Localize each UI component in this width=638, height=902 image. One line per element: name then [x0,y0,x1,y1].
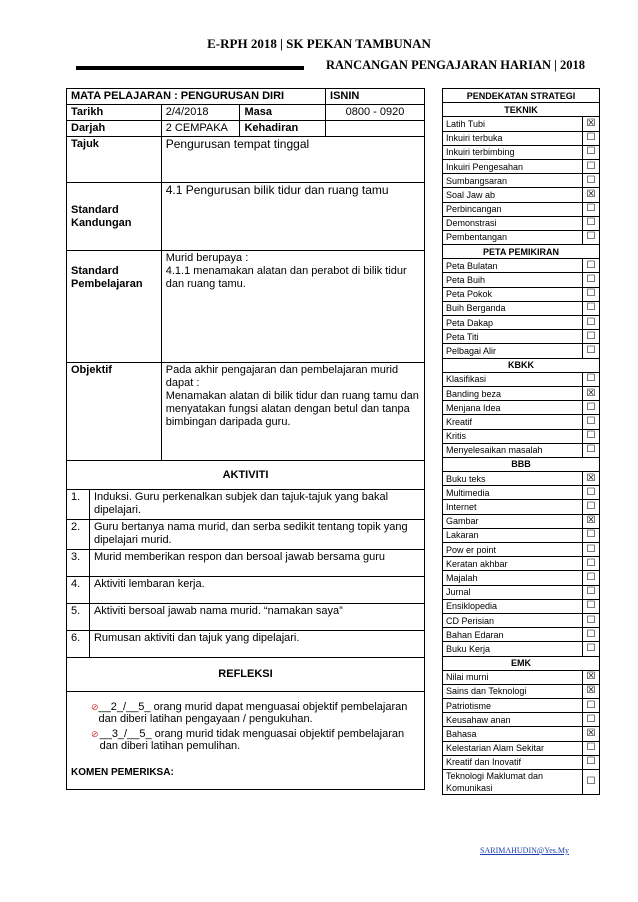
tajuk-label: Tajuk [67,137,162,183]
strategy-label: Soal Jaw ab [443,188,583,202]
strategy-row [443,557,600,571]
checked-box-icon[interactable]: ☒ [583,386,600,400]
checkbox-icon[interactable]: ☐ [583,301,600,315]
strategy-row [443,741,600,755]
checkbox-icon[interactable]: ☐ [583,443,600,457]
strategy-row [443,514,600,528]
strategy-label: Sains dan Teknologi [443,684,583,698]
strategy-row [443,188,600,202]
subject-cell: MATA PELAJARAN : PENGURUSAN DIRI [67,89,326,105]
checkbox-icon[interactable]: ☐ [583,585,600,599]
objektif-line1: Pada akhir pengajaran dan pembelajaran murid dapat : [165,364,399,389]
checked-box-icon[interactable]: ☒ [583,684,600,698]
lesson-plan-table [66,88,425,790]
strategy-label: Peta Dakap [443,316,583,330]
kehadiran-label: Kehadiran [240,121,326,137]
checkbox-icon[interactable]: ☐ [583,174,600,188]
refleksi-text: __3_/__5_ orang murid tidak menguasai objektif pembelajaran dan diberi latihan pemulihan. [99,728,405,752]
checkbox-icon[interactable]: ☐ [583,344,600,358]
checkbox-icon[interactable]: ☐ [583,713,600,727]
checked-box-icon[interactable]: ☒ [583,472,600,486]
strategy-label: Internet [443,500,583,514]
checkbox-icon[interactable]: ☐ [583,330,600,344]
strategy-row [443,486,600,500]
strategy-label: Teknologi Maklumat dan Komunikasi [443,770,583,795]
komen-pemeriksa: KOMEN PEMERIKSA: [71,767,174,778]
refleksi-heading: REFLEKSI [67,658,425,692]
darjah-label: Darjah [67,121,162,137]
section-heading: BBB [443,457,600,471]
strategy-row [443,415,600,429]
kehadiran-value [326,121,425,137]
strategy-label: Keratan akhbar [443,557,583,571]
strategy-label: Majalah [443,571,583,585]
checkbox-icon[interactable]: ☐ [583,159,600,173]
objektif-line2: Menamakan alatan di bilik tidur dan ruang tamu dan menyatakan fungsi alatan dengan betul dan tanpa bimbingan daripada guru. [165,390,419,428]
strategy-row [443,372,600,386]
strategy-row [443,131,600,145]
aktiviti-no: 5. [67,604,90,631]
strategy-row [443,117,600,131]
strategy-row [443,386,600,400]
checkbox-icon[interactable]: ☐ [583,216,600,230]
strategy-row [443,259,600,273]
checkbox-icon[interactable]: ☐ [583,145,600,159]
aktiviti-text: Guru bertanya nama murid, dan serba sedikit tentang topik yang dipelajari murid. [89,520,424,550]
checkbox-icon[interactable]: ☐ [583,557,600,571]
strategy-row [443,755,600,769]
strategy-row [443,770,600,795]
section-heading: TEKNIK [443,103,600,117]
strategy-label: Menyelesaikan masalah [443,443,583,457]
checkbox-icon[interactable]: ☐ [583,202,600,216]
sp-value [161,251,424,363]
strategy-label: Klasifikasi [443,372,583,386]
strategy-label: Bahan Edaran [443,628,583,642]
section-heading: EMK [443,656,600,670]
checkbox-icon[interactable]: ☐ [583,230,600,244]
strategy-label: Buku teks [443,472,583,486]
strategy-row [443,429,600,443]
checkbox-icon[interactable]: ☐ [583,642,600,656]
strategy-label: Peta Buih [443,273,583,287]
strategy-label: Banding beza [443,386,583,400]
checkbox-icon[interactable]: ☐ [583,259,600,273]
aktiviti-text: Aktiviti bersoal jawab nama murid. “namakan saya” [89,604,424,631]
strategy-row [443,727,600,741]
strategy-row [443,599,600,613]
checkbox-icon[interactable]: ☐ [583,755,600,769]
strategy-label: Nilai murni [443,670,583,684]
strategy-row [443,273,600,287]
aktiviti-heading: AKTIVITI [67,461,425,490]
strategy-label: Inkuiri terbimbing [443,145,583,159]
checkbox-icon[interactable]: ☐ [583,699,600,713]
darjah-value: 2 CEMPAKA [161,121,240,137]
strategy-row [443,642,600,656]
strategy-row [443,585,600,599]
strategy-row [443,401,600,415]
checked-box-icon[interactable]: ☒ [583,188,600,202]
checkbox-icon[interactable]: ☐ [583,316,600,330]
aktiviti-text: Rumusan aktiviti dan tajuk yang dipelajari. [89,631,424,658]
aktiviti-text: Murid memberikan respon dan bersoal jawab bersama guru [89,550,424,577]
checkbox-icon[interactable]: ☐ [583,571,600,585]
aktiviti-no: 4. [67,577,90,604]
refleksi-item [91,728,420,752]
strategy-table [442,88,600,795]
refleksi-item [91,701,420,725]
strategy-label: Perbincangan [443,202,583,216]
strategy-row [443,684,600,698]
strategy-label: Peta Pokok [443,287,583,301]
strategy-label: Inkuiri Pengesahan [443,159,583,173]
strategy-row [443,174,600,188]
sk-value: 4.1 Pengurusan bilik tidur dan ruang tamu [161,183,424,251]
checkbox-icon[interactable]: ☐ [583,599,600,613]
sp-line2: 4.1.1 menamakan alatan dan perabot di bilik tidur dan ruang tamu. [165,265,407,290]
tarikh-label: Tarikh [67,105,162,121]
aktiviti-no: 2. [67,520,90,550]
aktiviti-no: 3. [67,550,90,577]
checkbox-icon[interactable]: ☐ [583,770,600,795]
strategy-row [443,330,600,344]
strategy-row [443,301,600,315]
strategy-row [443,613,600,627]
strategy-label: Patriotisme [443,699,583,713]
strategy-label: Kritis [443,429,583,443]
tajuk-value: Pengurusan tempat tinggal [161,137,424,183]
page-title: E-RPH 2018 | SK PEKAN TAMBUNAN [207,36,431,51]
strategy-row [443,528,600,542]
checkbox-icon[interactable]: ☐ [583,429,600,443]
strategy-label: Multimedia [443,486,583,500]
bullet-icon: ⊘ [91,702,99,712]
checkbox-icon[interactable]: ☐ [583,613,600,627]
strategy-label: Pembentangan [443,230,583,244]
strategy-row [443,230,600,244]
strategy-label: Demonstrasi [443,216,583,230]
checkbox-icon[interactable]: ☐ [583,401,600,415]
checkbox-icon[interactable]: ☐ [583,543,600,557]
checkbox-icon[interactable]: ☐ [583,528,600,542]
strategy-row [443,628,600,642]
strategy-heading: PENDEKATAN STRATEGI [443,89,600,103]
strategy-row [443,699,600,713]
refleksi-text: __2_/__5_ orang murid dapat menguasai objektif pembelajaran dan diberi latihan pengayaan / pengukuhan. [98,701,408,725]
section-heading: KBKK [443,358,600,372]
checkbox-icon[interactable]: ☐ [583,500,600,514]
strategy-label: Pow er point [443,543,583,557]
strategy-label: Ensiklopedia [443,599,583,613]
strategy-row [443,216,600,230]
strategy-label: Gambar [443,514,583,528]
strategy-label: Jurnal [443,585,583,599]
strategy-row [443,543,600,557]
checkbox-icon[interactable]: ☐ [583,741,600,755]
strategy-row [443,344,600,358]
refleksi-body [67,692,425,790]
tarikh-value: 2/4/2018 [161,105,240,121]
section-heading: PETA PEMIKIRAN [443,245,600,259]
strategy-row [443,670,600,684]
strategy-row [443,145,600,159]
strategy-row [443,159,600,173]
strategy-label: CD Perisian [443,613,583,627]
aktiviti-text: Aktiviti lembaran kerja. [89,577,424,604]
strategy-row [443,500,600,514]
strategy-label: Bahasa [443,727,583,741]
strategy-label: Kreatif dan Inovatif [443,755,583,769]
strategy-label: Kelestarian Alam Sekitar [443,741,583,755]
day-cell: ISNIN [326,89,425,105]
strategy-row [443,713,600,727]
checkbox-icon[interactable]: ☐ [583,131,600,145]
header-divider [76,66,304,70]
bullet-icon: ⊘ [91,729,99,739]
strategy-row [443,571,600,585]
strategy-row [443,443,600,457]
checked-box-icon[interactable]: ☒ [583,117,600,131]
strategy-row [443,287,600,301]
aktiviti-text: Induksi. Guru perkenalkan subjek dan tajuk-tajuk yang bakal dipelajari. [89,490,424,520]
strategy-label: Sumbangsaran [443,174,583,188]
checkbox-icon[interactable]: ☐ [583,273,600,287]
strategy-label: Keusahaw anan [443,713,583,727]
strategy-row [443,202,600,216]
checkbox-icon[interactable]: ☐ [583,628,600,642]
strategy-label: Kreatif [443,415,583,429]
checked-box-icon[interactable]: ☒ [583,670,600,684]
objektif-label: Objektif [67,363,162,461]
checked-box-icon[interactable]: ☒ [583,514,600,528]
strategy-label: Latih Tubi [443,117,583,131]
strategy-label: Pelbagai Alir [443,344,583,358]
strategy-label: Inkuiri terbuka [443,131,583,145]
masa-value: 0800 - 0920 [326,105,425,121]
strategy-label: Menjana Idea [443,401,583,415]
strategy-label: Buku Kerja [443,642,583,656]
strategy-label: Buih Berganda [443,301,583,315]
aktiviti-no: 1. [67,490,90,520]
strategy-label: Peta Titi [443,330,583,344]
objektif-value [161,363,424,461]
sk-label: Standard Kandungan [67,183,162,251]
masa-label: Masa [240,105,326,121]
aktiviti-no: 6. [67,631,90,658]
checkbox-icon[interactable]: ☐ [583,486,600,500]
checkbox-icon[interactable]: ☐ [583,372,600,386]
footer-email-link[interactable]: SARIMAHUDIN@Yes.My [480,846,570,855]
page-subtitle: RANCANGAN PENGAJARAN HARIAN | 2018 [326,58,585,72]
sp-line1: Murid berupaya : [165,252,249,264]
checkbox-icon[interactable]: ☐ [583,287,600,301]
strategy-row [443,316,600,330]
sp-label: Standard Pembelajaran [67,251,162,363]
checkbox-icon[interactable]: ☐ [583,415,600,429]
strategy-label: Lakaran [443,528,583,542]
strategy-label: Peta Bulatan [443,259,583,273]
strategy-row [443,472,600,486]
checked-box-icon[interactable]: ☒ [583,727,600,741]
